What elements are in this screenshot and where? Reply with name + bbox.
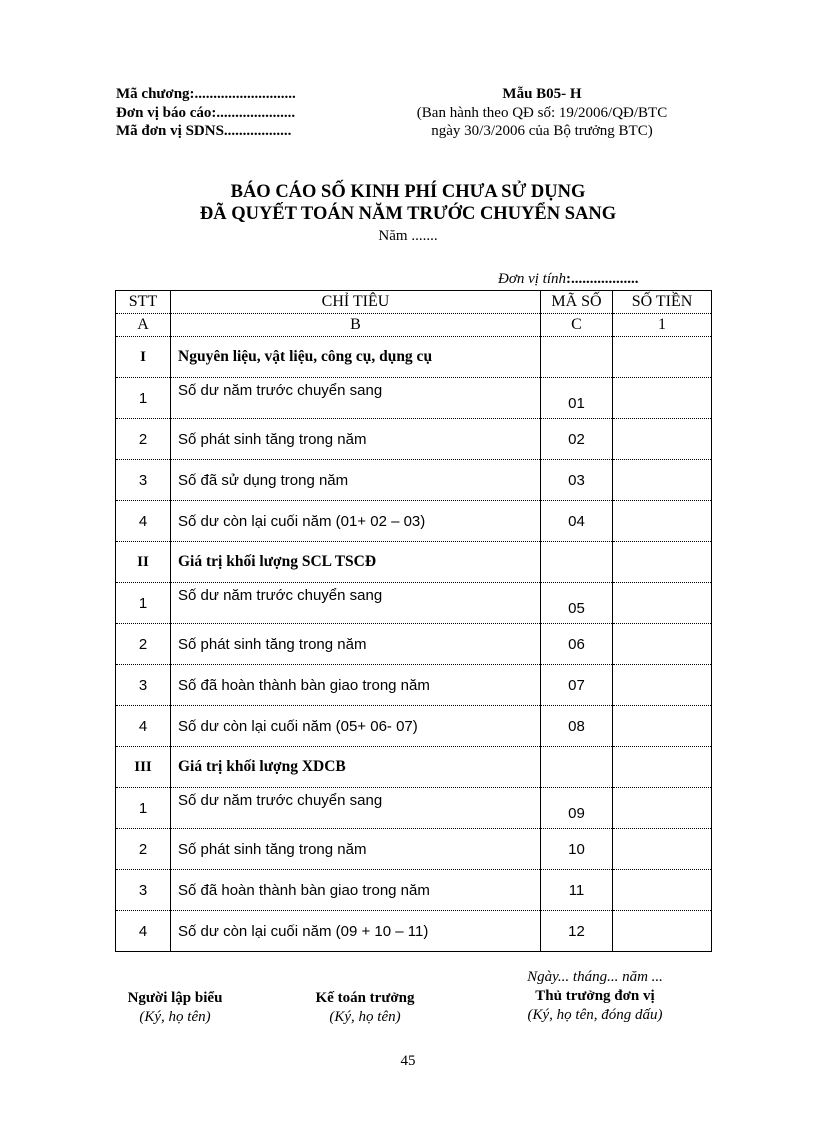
row-code xyxy=(541,419,613,460)
row-item-text: Số dư còn lại cuối năm (05+ 06- 07) xyxy=(178,717,418,735)
row-code-text: 10 xyxy=(568,840,585,858)
report-table xyxy=(115,290,712,952)
row-item xyxy=(171,501,541,542)
row-item xyxy=(171,460,541,501)
row-stt: 1 xyxy=(116,378,171,419)
table-row xyxy=(116,665,712,706)
row-stt: 3 xyxy=(116,870,171,911)
row-code-text: 01 xyxy=(568,394,585,412)
section-row xyxy=(116,337,712,378)
row-code-text: 12 xyxy=(568,922,585,940)
section-stt: II xyxy=(116,542,171,583)
row-stt: 2 xyxy=(116,829,171,870)
row-amount xyxy=(613,911,712,952)
section-amount-cell xyxy=(613,337,712,378)
row-stt: 3 xyxy=(116,665,171,706)
row-code xyxy=(541,665,613,706)
report-title-line1: BÁO CÁO SỐ KINH PHÍ CHƯA SỬ DỤNG xyxy=(230,182,586,202)
section-name: Giá trị khối lượng SCL TSCĐ xyxy=(171,542,541,583)
row-item xyxy=(171,419,541,460)
row-stt: 1 xyxy=(116,583,171,624)
table-row xyxy=(116,829,712,870)
row-item xyxy=(171,583,541,624)
header-item: CHỈ TIÊU xyxy=(171,291,541,314)
header-code: MÃ SỐ xyxy=(541,291,613,314)
row-item-text: Số đã sử dụng trong năm xyxy=(178,471,349,489)
row-stt: 4 xyxy=(116,706,171,747)
section-code-cell xyxy=(541,337,613,378)
row-item xyxy=(171,665,541,706)
preparer-role: Người lập biểu xyxy=(127,990,223,1006)
row-item xyxy=(171,911,541,952)
section-code-cell xyxy=(541,747,613,788)
row-code xyxy=(541,378,613,419)
col-code-a: A xyxy=(116,314,171,337)
row-item xyxy=(171,788,541,829)
row-item-text: Số dư năm trước chuyển sang xyxy=(178,791,383,809)
form-code: Mẫu B05- H xyxy=(502,86,582,102)
row-code-text: 02 xyxy=(568,430,585,448)
issued-by: (Ban hành theo QĐ số: 19/2006/QĐ/BTC xyxy=(416,104,668,121)
report-year: Năm ....... xyxy=(378,228,438,244)
table-row xyxy=(116,583,712,624)
row-code xyxy=(541,788,613,829)
header-right xyxy=(372,85,712,141)
row-amount xyxy=(613,624,712,665)
row-item xyxy=(171,706,541,747)
row-item-text: Số phát sinh tăng trong năm xyxy=(178,430,367,448)
row-stt: 2 xyxy=(116,419,171,460)
header-amount: SỐ TIỀN xyxy=(613,291,712,314)
row-code xyxy=(541,460,613,501)
row-code-text: 07 xyxy=(568,676,585,694)
row-code xyxy=(541,501,613,542)
row-item xyxy=(171,624,541,665)
unit-of-measure xyxy=(498,271,639,288)
row-code xyxy=(541,706,613,747)
row-item xyxy=(171,829,541,870)
row-stt: 2 xyxy=(116,624,171,665)
section-name: Nguyên liệu, vật liệu, công cụ, dụng cụ xyxy=(171,337,541,378)
col-code-1: 1 xyxy=(613,314,712,337)
row-item-text: Số dư còn lại cuối năm (09 + 10 – 11) xyxy=(178,922,429,940)
row-code-text: 08 xyxy=(568,717,585,735)
row-amount xyxy=(613,829,712,870)
table-row xyxy=(116,419,712,460)
row-item-text: Số dư năm trước chuyển sang xyxy=(178,381,383,399)
unit-label: Đơn vị tính xyxy=(498,271,566,287)
section-code-cell xyxy=(541,542,613,583)
column-code-row xyxy=(116,314,712,337)
header-left xyxy=(116,85,296,141)
unit-value: :.................. xyxy=(566,271,639,287)
row-item-text: Số phát sinh tăng trong năm xyxy=(178,840,367,858)
row-amount xyxy=(613,378,712,419)
preparer-note: (Ký, họ tên) xyxy=(139,1009,211,1025)
section-row xyxy=(116,747,712,788)
row-item xyxy=(171,378,541,419)
row-code xyxy=(541,829,613,870)
section-name: Giá trị khối lượng XDCB xyxy=(171,747,541,788)
chief-accountant-note: (Ký, họ tên) xyxy=(329,1009,401,1025)
table-header-row xyxy=(116,291,712,314)
row-amount xyxy=(613,460,712,501)
signature-date-line: Ngày... tháng... năm ... xyxy=(527,969,663,985)
table-row xyxy=(116,501,712,542)
section-amount-cell xyxy=(613,542,712,583)
table-row xyxy=(116,911,712,952)
reporting-unit: Đơn vị báo cáo:..................... xyxy=(116,104,296,121)
col-code-c: C xyxy=(541,314,613,337)
row-code xyxy=(541,583,613,624)
row-item-text: Số phát sinh tăng trong năm xyxy=(178,635,367,653)
row-item xyxy=(171,870,541,911)
row-code xyxy=(541,911,613,952)
row-amount xyxy=(613,419,712,460)
section-row xyxy=(116,542,712,583)
head-of-unit-role: Thủ trưởng đơn vị xyxy=(535,988,655,1004)
row-code-text: 09 xyxy=(568,804,585,822)
section-amount-cell xyxy=(613,747,712,788)
row-code xyxy=(541,870,613,911)
chapter-code: Mã chương:........................... xyxy=(116,86,296,102)
row-amount xyxy=(613,706,712,747)
row-stt: 4 xyxy=(116,501,171,542)
signature-preparer xyxy=(95,989,255,1027)
sdns-code: Mã đơn vị SDNS.................. xyxy=(116,123,292,139)
col-code-b: B xyxy=(171,314,541,337)
signature-chief-accountant xyxy=(285,989,445,1027)
row-amount xyxy=(613,788,712,829)
table-row xyxy=(116,460,712,501)
table-row xyxy=(116,706,712,747)
row-code-text: 06 xyxy=(568,635,585,653)
section-stt: I xyxy=(116,337,171,378)
issued-date: ngày 30/3/2006 của Bộ trưởng BTC) xyxy=(431,123,653,139)
row-code xyxy=(541,624,613,665)
row-code-text: 11 xyxy=(568,881,585,899)
row-code-text: 03 xyxy=(568,471,585,489)
signature-head-of-unit xyxy=(480,968,710,1025)
section-stt: III xyxy=(116,747,171,788)
row-amount xyxy=(613,665,712,706)
row-stt: 4 xyxy=(116,911,171,952)
row-item-text: Số đã hoàn thành bàn giao trong năm xyxy=(178,676,430,694)
row-amount xyxy=(613,870,712,911)
row-item-text: Số dư còn lại cuối năm (01+ 02 – 03) xyxy=(178,512,426,530)
row-item-text: Số đã hoàn thành bàn giao trong năm xyxy=(178,881,430,899)
row-stt: 1 xyxy=(116,788,171,829)
page-number: 45 xyxy=(400,1053,416,1069)
row-item-text: Số dư năm trước chuyển sang xyxy=(178,586,383,604)
table-row xyxy=(116,870,712,911)
head-of-unit-note: (Ký, họ tên, đóng dấu) xyxy=(527,1007,663,1023)
chief-accountant-role: Kế toán trưởng xyxy=(315,990,415,1006)
report-title-line2: ĐÃ QUYẾT TOÁN NĂM TRƯỚC CHUYỂN SANG xyxy=(199,204,617,224)
table-row xyxy=(116,378,712,419)
row-code-text: 04 xyxy=(568,512,585,530)
table-row xyxy=(116,624,712,665)
row-code-text: 05 xyxy=(568,599,585,617)
row-amount xyxy=(613,501,712,542)
header-stt: STT xyxy=(116,291,171,314)
table-row xyxy=(116,788,712,829)
row-amount xyxy=(613,583,712,624)
row-stt: 3 xyxy=(116,460,171,501)
